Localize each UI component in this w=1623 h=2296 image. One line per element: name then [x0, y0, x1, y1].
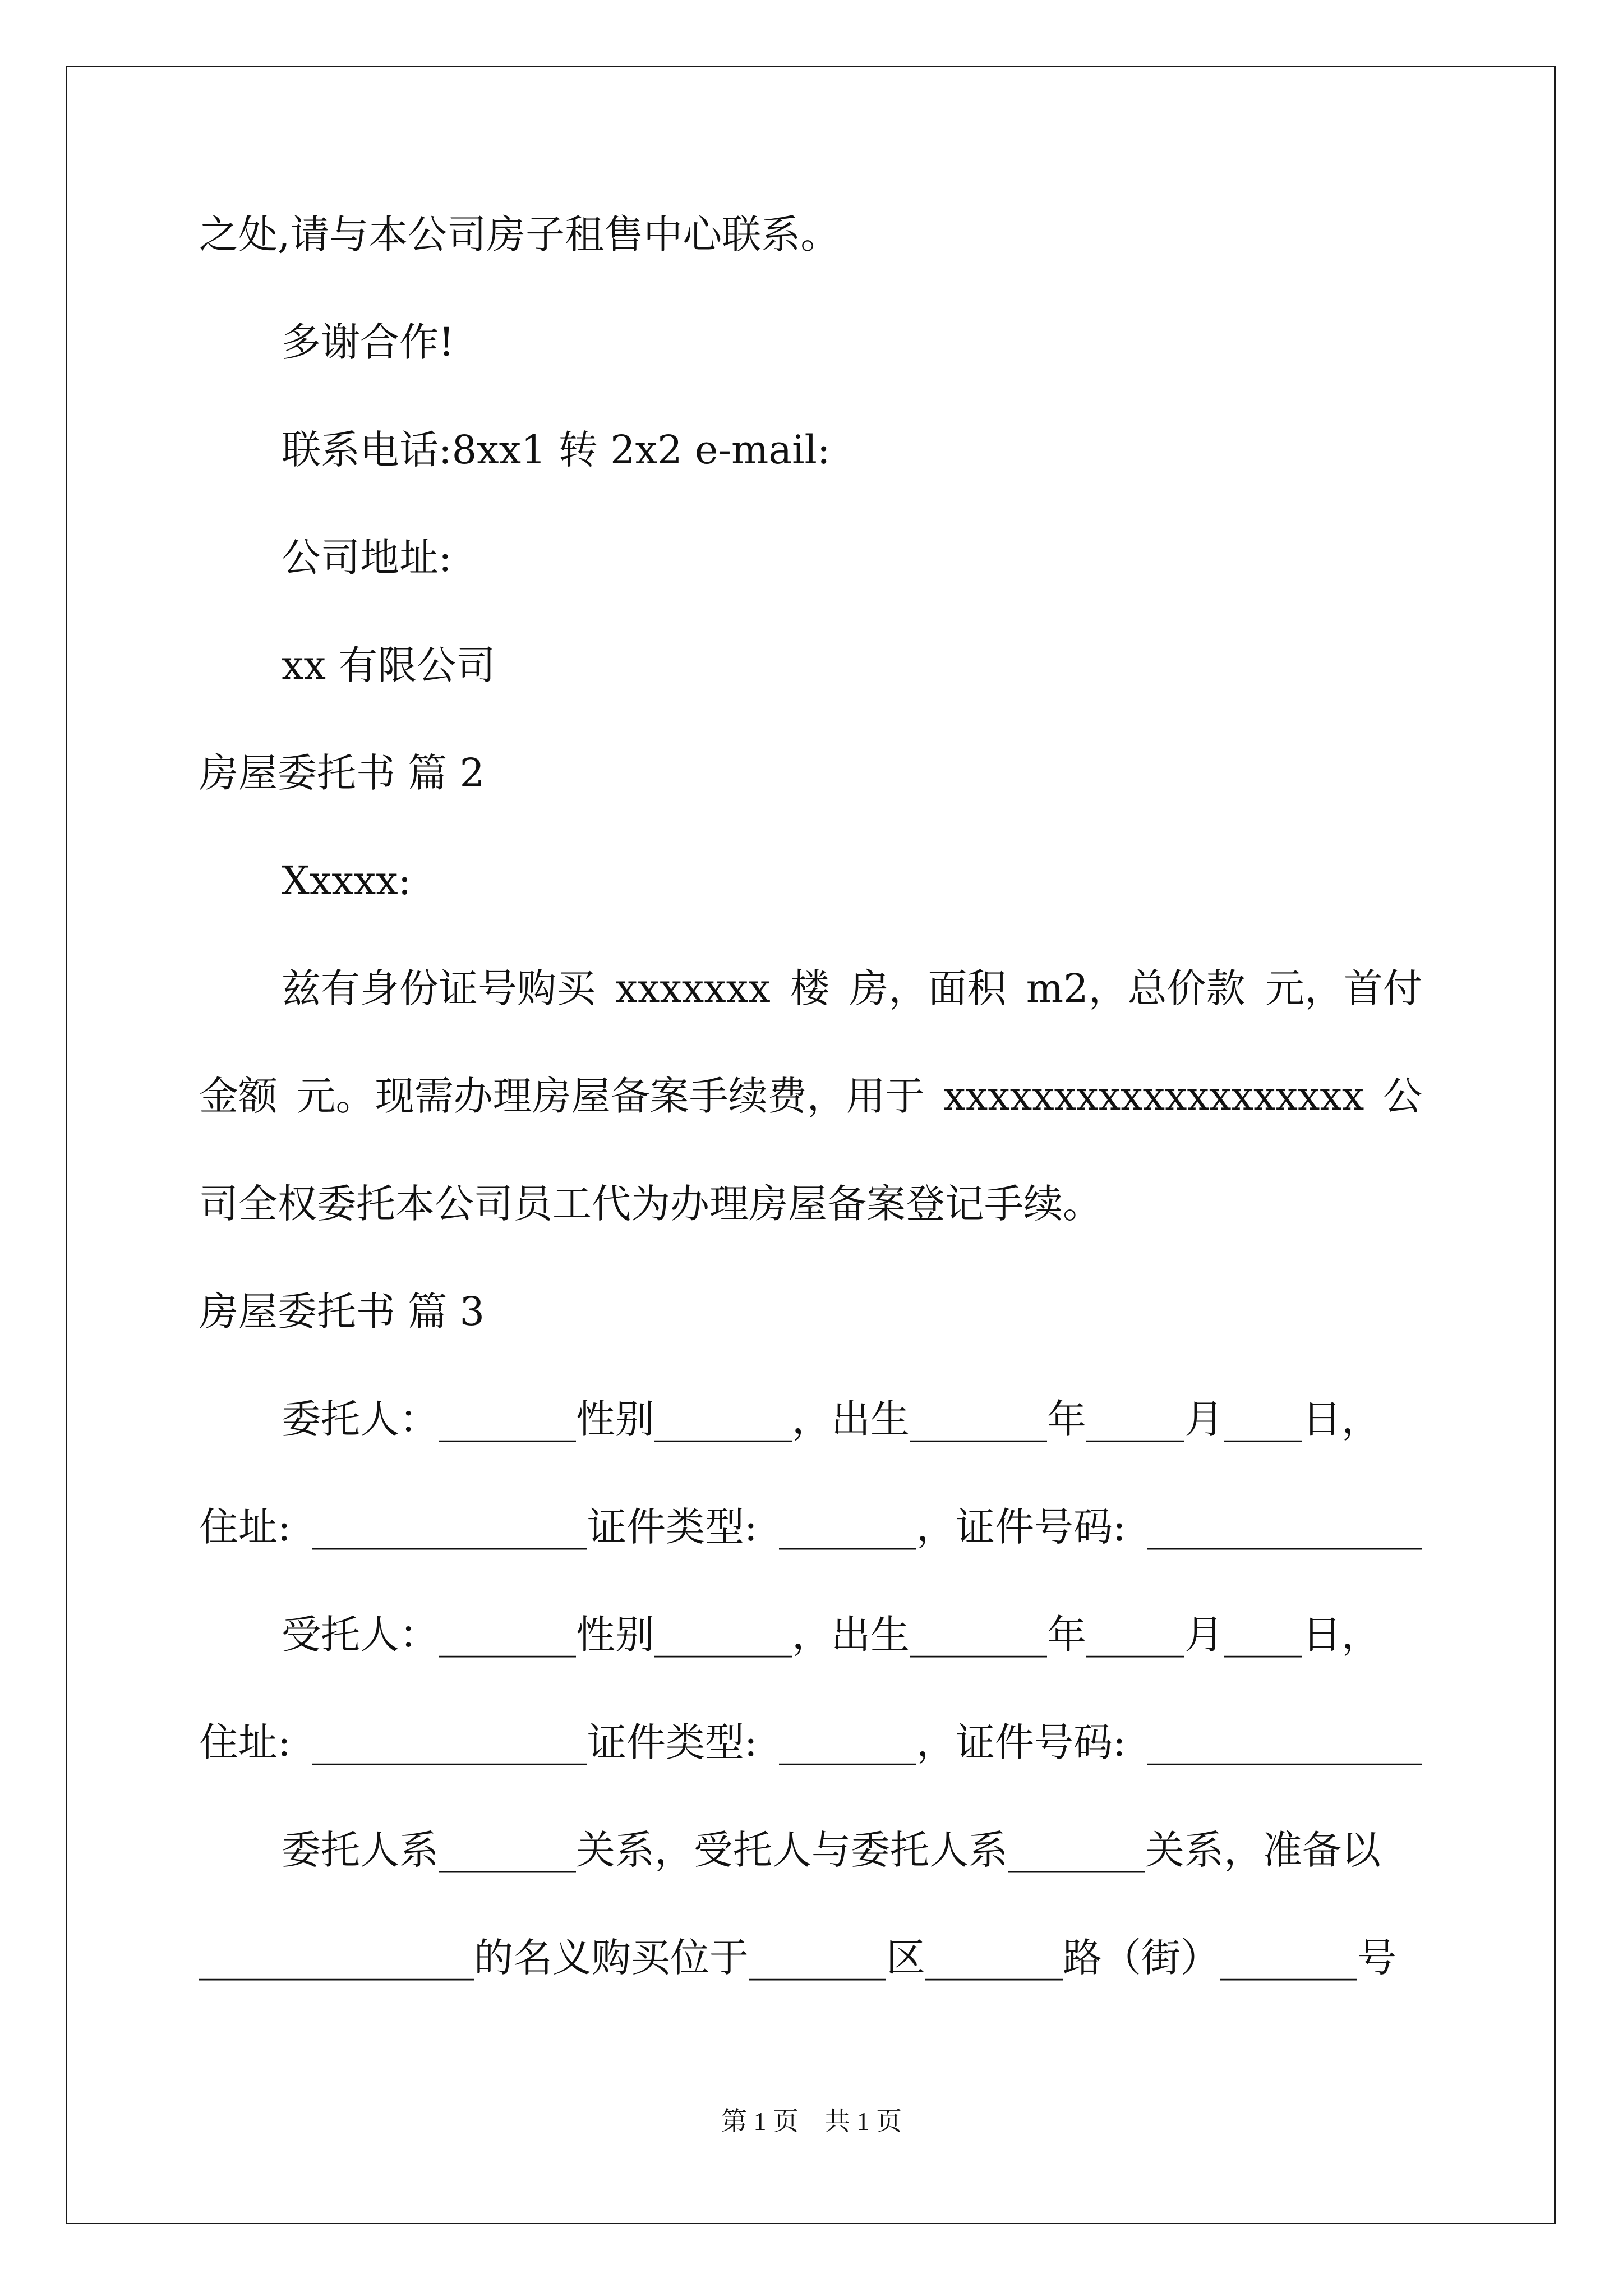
text-segment: 住址: — [199, 1504, 291, 1550]
text-segment: 房，面积 — [849, 965, 1007, 1011]
text-segment: _______，证件号码: — [779, 1719, 1126, 1765]
page-border — [66, 66, 1556, 2224]
body-text-line: 之处,请与本公司房子租售中心联系。 — [199, 211, 840, 257]
text-segment: 元。现需办理房屋备案手续费，用于 — [296, 1073, 925, 1119]
text-segment: xxxxxxx — [615, 965, 771, 1011]
property-location-line: ______________的名义购买位于_______区_______路（街）_______号 — [199, 1935, 1396, 1981]
contact-phone-email: 联系电话:8xx1 转 2x2 e-mail: — [282, 427, 831, 473]
text-segment: ______________证件类型: — [312, 1504, 758, 1550]
text-segment: xxxxxxxxxxxxxxxxxxx — [943, 1073, 1364, 1119]
company-address: 公司地址: — [282, 535, 452, 581]
agent-line: 受托人：_______性别_______，出生_______年_____月____日， — [282, 1612, 1381, 1658]
relationship-line: 委托人系_______关系，受托人与委托人系_______关系，准备以 — [282, 1827, 1381, 1873]
text-segment: 住址: — [199, 1719, 291, 1765]
principal-address-line — [199, 1502, 1422, 1552]
body-text-line — [282, 963, 1422, 1014]
text-segment: 公 — [1383, 1073, 1422, 1119]
text-segment: 兹有身份证号购买 — [282, 965, 596, 1011]
page-footer: 第 1 页 共 1 页 — [721, 2107, 902, 2136]
salutation: Xxxxx: — [282, 858, 412, 904]
body-text-line — [199, 1071, 1422, 1121]
text-segment: m2，总价款 — [1026, 965, 1246, 1011]
text-segment: 金额 — [199, 1073, 278, 1119]
text-segment: _______，证件号码: — [779, 1504, 1126, 1550]
company-name: xx 有限公司 — [282, 642, 496, 688]
closing-thanks: 多谢合作! — [282, 319, 455, 365]
text-segment: ______________ — [1147, 1719, 1422, 1765]
section-heading: 房屋委托书 篇 2 — [199, 750, 485, 796]
text-segment: 楼 — [790, 965, 830, 1011]
text-segment: ______________ — [1147, 1504, 1422, 1550]
text-segment: 元，首付 — [1265, 965, 1422, 1011]
body-text-line: 司全权委托本公司员工代为办理房屋备案登记手续。 — [199, 1181, 1102, 1227]
agent-address-line — [199, 1717, 1422, 1768]
principal-line: 委托人：_______性别_______，出生_______年_____月____日， — [282, 1396, 1381, 1442]
text-segment: ______________证件类型: — [312, 1719, 758, 1765]
section-heading: 房屋委托书 篇 3 — [199, 1289, 485, 1335]
